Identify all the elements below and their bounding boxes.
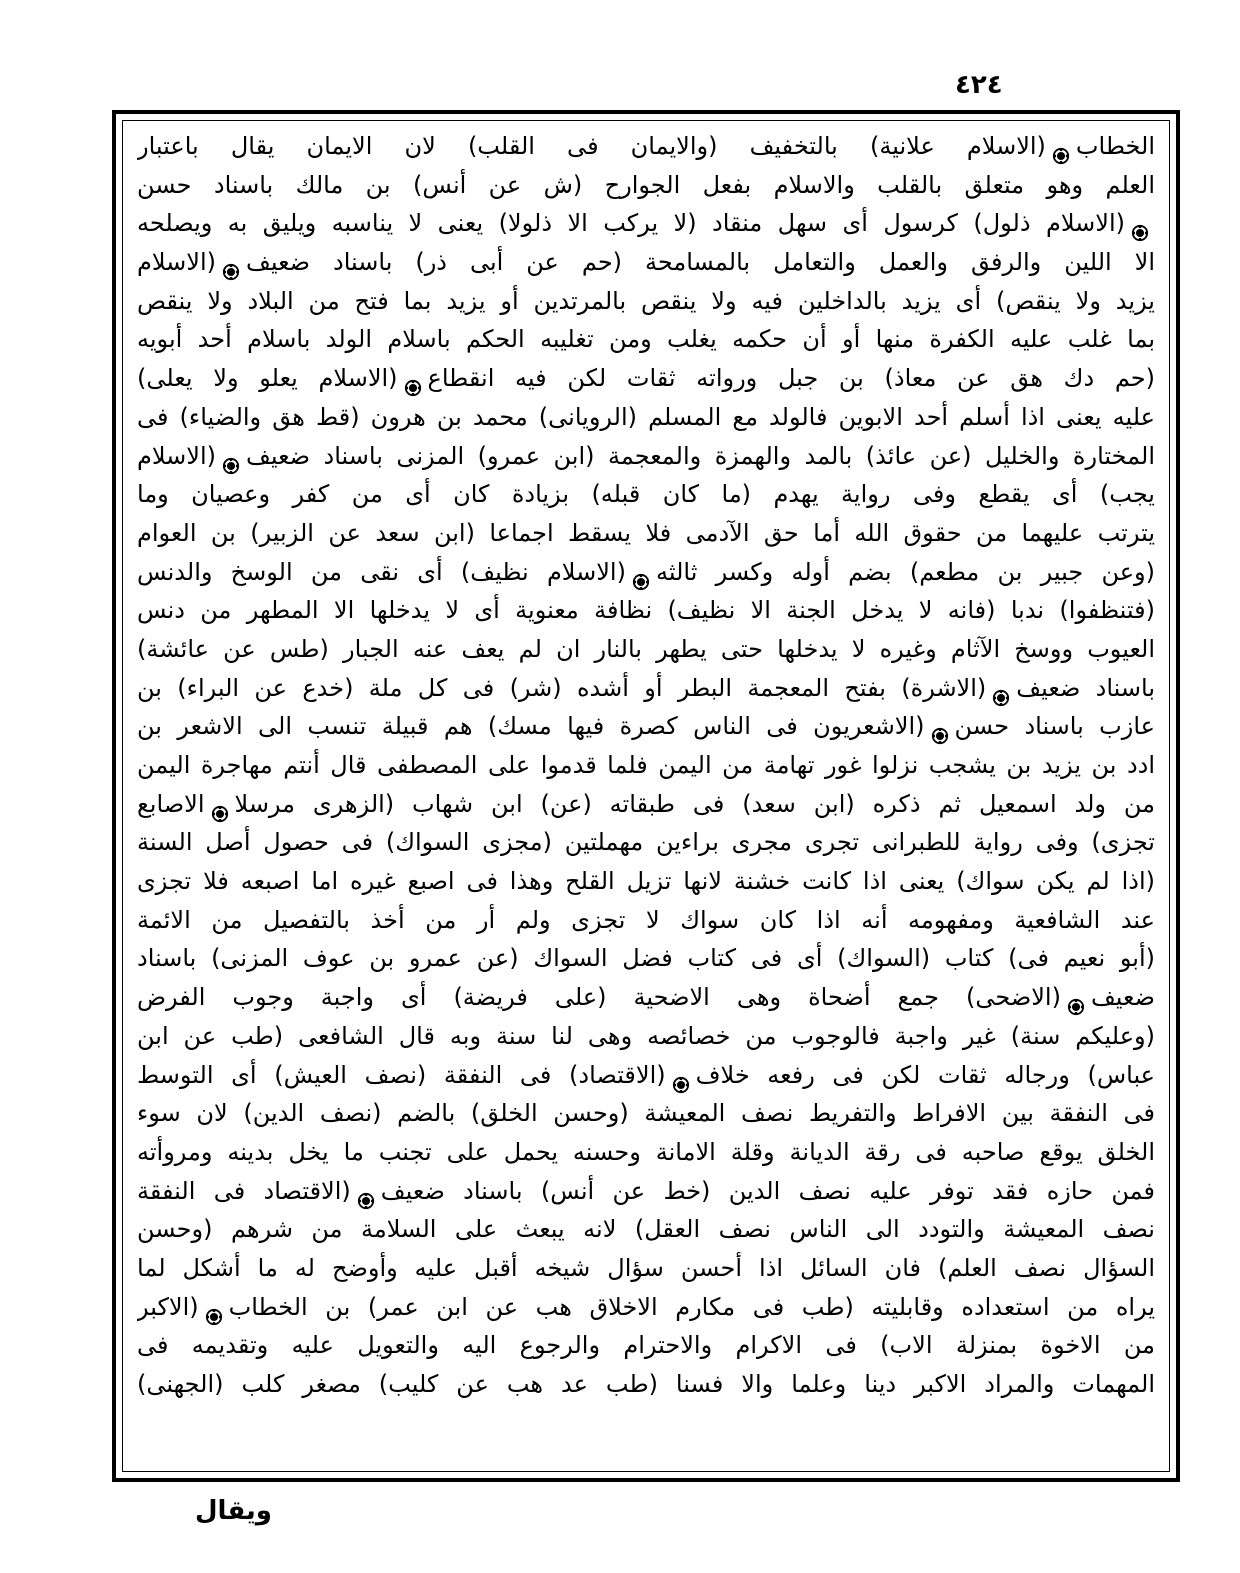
text-segment: (الاشرة) بفتح المعجمة البطر أو أشده (شر) فى كل ملة (خدع عن البراء) بن: [137, 673, 987, 702]
text-line: [137, 862, 1155, 901]
text-line: [137, 746, 1155, 785]
text-line: [137, 243, 1155, 282]
text-segment: المختارة والخليل (عن عائذ) بالمد والهمزة والمعجمة (ابن عمرو) المزنى باسناد ضعيف: [246, 441, 1155, 470]
text-line: [137, 204, 1155, 243]
text-line: [137, 1133, 1155, 1172]
text-segment: (وعليكم سنة) غير واجبة فالوجوب من خصائصه وهى لنا سنة وبه قال الشافعى (طب عن ابن: [137, 1021, 1155, 1050]
text-segment: (الاقتصاد فى النفقة: [137, 1176, 351, 1205]
text-line: [137, 1249, 1155, 1288]
text-segment: عازب باسناد حسن: [954, 712, 1155, 741]
text-line: [137, 1056, 1155, 1095]
text-line: [137, 978, 1155, 1017]
text-line: [137, 514, 1155, 553]
text-line: [137, 475, 1155, 514]
rose-ornament-icon: [672, 1067, 690, 1085]
rose-ornament-icon: [205, 1299, 223, 1317]
rose-ornament-icon: [1052, 138, 1070, 156]
text-segment: نصف المعيشة والتودد الى الناس نصف العقل) لانه يبعث على السلامة من شرهم (وحسن: [137, 1215, 1155, 1244]
text-line: [137, 127, 1155, 166]
text-segment: (الاسلام نظيف) أى نقى من الوسخ والدنس: [137, 557, 626, 586]
text-segment: (الاسلام يعلو ولا يعلى): [137, 364, 398, 393]
text-segment: الاصابع: [137, 789, 205, 818]
text-segment: الخطاب: [1075, 132, 1155, 160]
text-segment: العيوب ووسخ الآثام وغيره لا يدخلها حتى يطهر بالنار ان لم يعف عنه الجبار (طس عن عائشة): [137, 634, 1155, 663]
text-segment: باسناد ضعيف: [1016, 673, 1155, 702]
text-segment: (الاضحى) جمع أضحاة وهى الاضحية (على فريضة) أى واجبة وجوب الفرض: [137, 983, 1061, 1012]
text-segment: (الاكبر: [137, 1292, 199, 1321]
text-line: [137, 1326, 1155, 1365]
text-segment: فمن حازه فقد توفر عليه نصف الدين (خط عن أنس) باسناد ضعيف: [380, 1176, 1155, 1205]
rose-ornament-icon: [404, 370, 422, 388]
text-line: [137, 166, 1155, 205]
text-segment: (أبو نعيم فى) كتاب (السواك) أى فى كتاب فضل السواك (عن عمرو بن عوف المزنى) باسناد: [137, 944, 1155, 973]
text-segment: بما غلب عليه الكفرة منها أو أن حكمه يغلب ومن تغليبه الحكم باسلام الولد باسلام أحد أبويه: [137, 325, 1155, 354]
text-line: [137, 1365, 1155, 1404]
text-segment: عند الشافعية ومفهومه أنه اذا كان سواك لا تجزى ولم أر من أخذ بالتفصيل من الائمة: [137, 905, 1155, 934]
text-segment: من الاخوة بمنزلة الاب) فى الاكرام والاحترام والرجوع اليه والتعويل عليه وتقديمه فى: [137, 1331, 1155, 1360]
text-line: [137, 282, 1155, 321]
text-segment: (اذا لم يكن سواك) يعنى اذا كانت خشنة لانها تزيل القلح وهذا فى اصبع غيره اما اصبعه فلا تجزى: [137, 867, 1155, 896]
text-line: [137, 1210, 1155, 1249]
text-segment: يزيد ولا ينقص) أى يزيد بالداخلين فيه ولا ينقص بالمرتدين أو يزيد بما فتح من البلاد ولا ينقص: [137, 286, 1155, 315]
rose-ornament-icon: [1131, 215, 1149, 233]
text-segment: (وعن جبير بن مطعم) بضم أوله وكسر ثالثه: [655, 557, 1155, 586]
text-line: [137, 1017, 1155, 1056]
rose-ornament-icon: [931, 718, 949, 736]
text-line: [137, 591, 1155, 630]
text-segment: الخلق يوقع صاحبه فى رقة الديانة وقلة الامانة وحسنه يحمل على تجنب ما يخل بدينه ومروأته: [137, 1137, 1155, 1166]
rose-ornament-icon: [357, 1183, 375, 1201]
text-line: [137, 823, 1155, 862]
rose-ornament-icon: [632, 564, 650, 582]
text-segment: الا اللين والرفق والعمل والتعامل بالمسامحة (حم عن أبى ذر) باسناد ضعيف: [246, 248, 1155, 277]
rose-ornament-icon: [211, 796, 229, 814]
text-line: [137, 630, 1155, 669]
text-line: [137, 707, 1155, 746]
text-segment: (حم دك هق عن معاذ) بن جبل ورواته ثقات لكن فيه انقطاع: [427, 364, 1155, 393]
page-border-inner: [122, 120, 1170, 1472]
catchword: ويقال: [195, 1496, 272, 1526]
page-number: ٤٢٤: [955, 70, 1003, 100]
text-segment: (الاسلام علانية) بالتخفيف (والايمان فى القلب) لان الايمان يقال باعتبار: [137, 132, 1046, 160]
text-segment: المهمات والمراد الاكبر دينا وعلما والا فسنا (طب عد هب عن كليب) مصغر كلب (الجهنى): [137, 1370, 1155, 1398]
text-line: [137, 901, 1155, 940]
text-segment: (الاقتصاد) فى النفقة (نصف العيش) أى التوسط: [137, 1060, 666, 1089]
text-segment: عليه يعنى اذا أسلم أحد الابوين فالولد مع المسلم (الرويانى) محمد بن هرون (قط هق والضياء) فى: [137, 402, 1155, 431]
text-segment: فى النفقة بين الافراط والتفريط نصف المعيشة (وحسن الخلق) بالضم (نصف الدين) لان سوء: [137, 1099, 1155, 1128]
rose-ornament-icon: [222, 254, 240, 272]
text-segment: السؤال نصف العلم) فان السائل اذا أحسن سؤال شيخه أقبل عليه وأوضح له ما أشكل لما: [137, 1253, 1155, 1282]
text-line: [137, 785, 1155, 824]
text-segment: ادد بن يزيد بن يشجب نزلوا غور تهامة من اليمن فلما قدموا على المصطفى قال أنتم مهاجرة اليمن: [137, 751, 1155, 779]
text-line: [137, 398, 1155, 437]
text-segment: من ولد اسمعيل ثم ذكره (ابن سعد) فى طبقاته (عن) ابن شهاب (الزهرى مرسلا: [234, 789, 1155, 818]
text-line: [137, 939, 1155, 978]
text-line: [137, 1094, 1155, 1133]
text-line: [137, 437, 1155, 476]
rose-ornament-icon: [992, 680, 1010, 698]
text-segment: العلم وهو متعلق بالقلب والاسلام بفعل الجوارح (ش عن أنس) بن مالك باسناد حسن: [137, 170, 1155, 199]
text-line: [137, 359, 1155, 398]
text-segment: عباس) ورجاله ثقات لكن فى رفعه خلاف: [695, 1060, 1155, 1089]
text-line: [137, 669, 1155, 708]
text-line: [137, 1172, 1155, 1211]
text-segment: (الاسلام: [137, 248, 217, 277]
text-segment: يجب) أى يقطع وفى رواية يهدم (ما كان قبله) بزيادة كان أى من كفر وعصيان وما: [137, 480, 1155, 509]
text-line: [137, 553, 1155, 592]
text-segment: (الاسلام: [137, 441, 217, 470]
text-segment: يراه من استعداده وقابليته (طب فى مكارم الاخلاق هب عن ابن عمر) بن الخطاب: [228, 1292, 1155, 1321]
text-line: [137, 1288, 1155, 1327]
rose-ornament-icon: [222, 448, 240, 466]
text-segment: تجزى) وفى رواية للطبرانى تجرى مجرى براءين مهملتين (مجزى السواك) فى حصول أصل السنة: [137, 828, 1155, 857]
text-segment: (فتنظفوا) ندبا (فانه لا يدخل الجنة الا نظيف) نظافة معنوية أى لا يدخلها الا المطهر من دنس: [137, 596, 1155, 625]
rose-ornament-icon: [1067, 989, 1085, 1007]
text-segment: (الاسلام ذلول) كرسول أى سهل منقاد (لا يركب الا ذلولا) يعنى لا يناسبه ويليق به ويصلحه: [137, 209, 1125, 238]
text-segment: ضعيف: [1090, 983, 1155, 1012]
text-segment: يترتب عليهما من حقوق الله أما حق الآدمى فلا يسقط اجماعا (ابن سعد عن الزبير) بن العوام: [137, 518, 1155, 547]
text-body: [137, 127, 1155, 1404]
text-line: [137, 320, 1155, 359]
text-segment: (الاشعريون فى الناس كصرة فيها مسك) هم قبيلة تنسب الى الاشعر بن: [137, 712, 925, 741]
